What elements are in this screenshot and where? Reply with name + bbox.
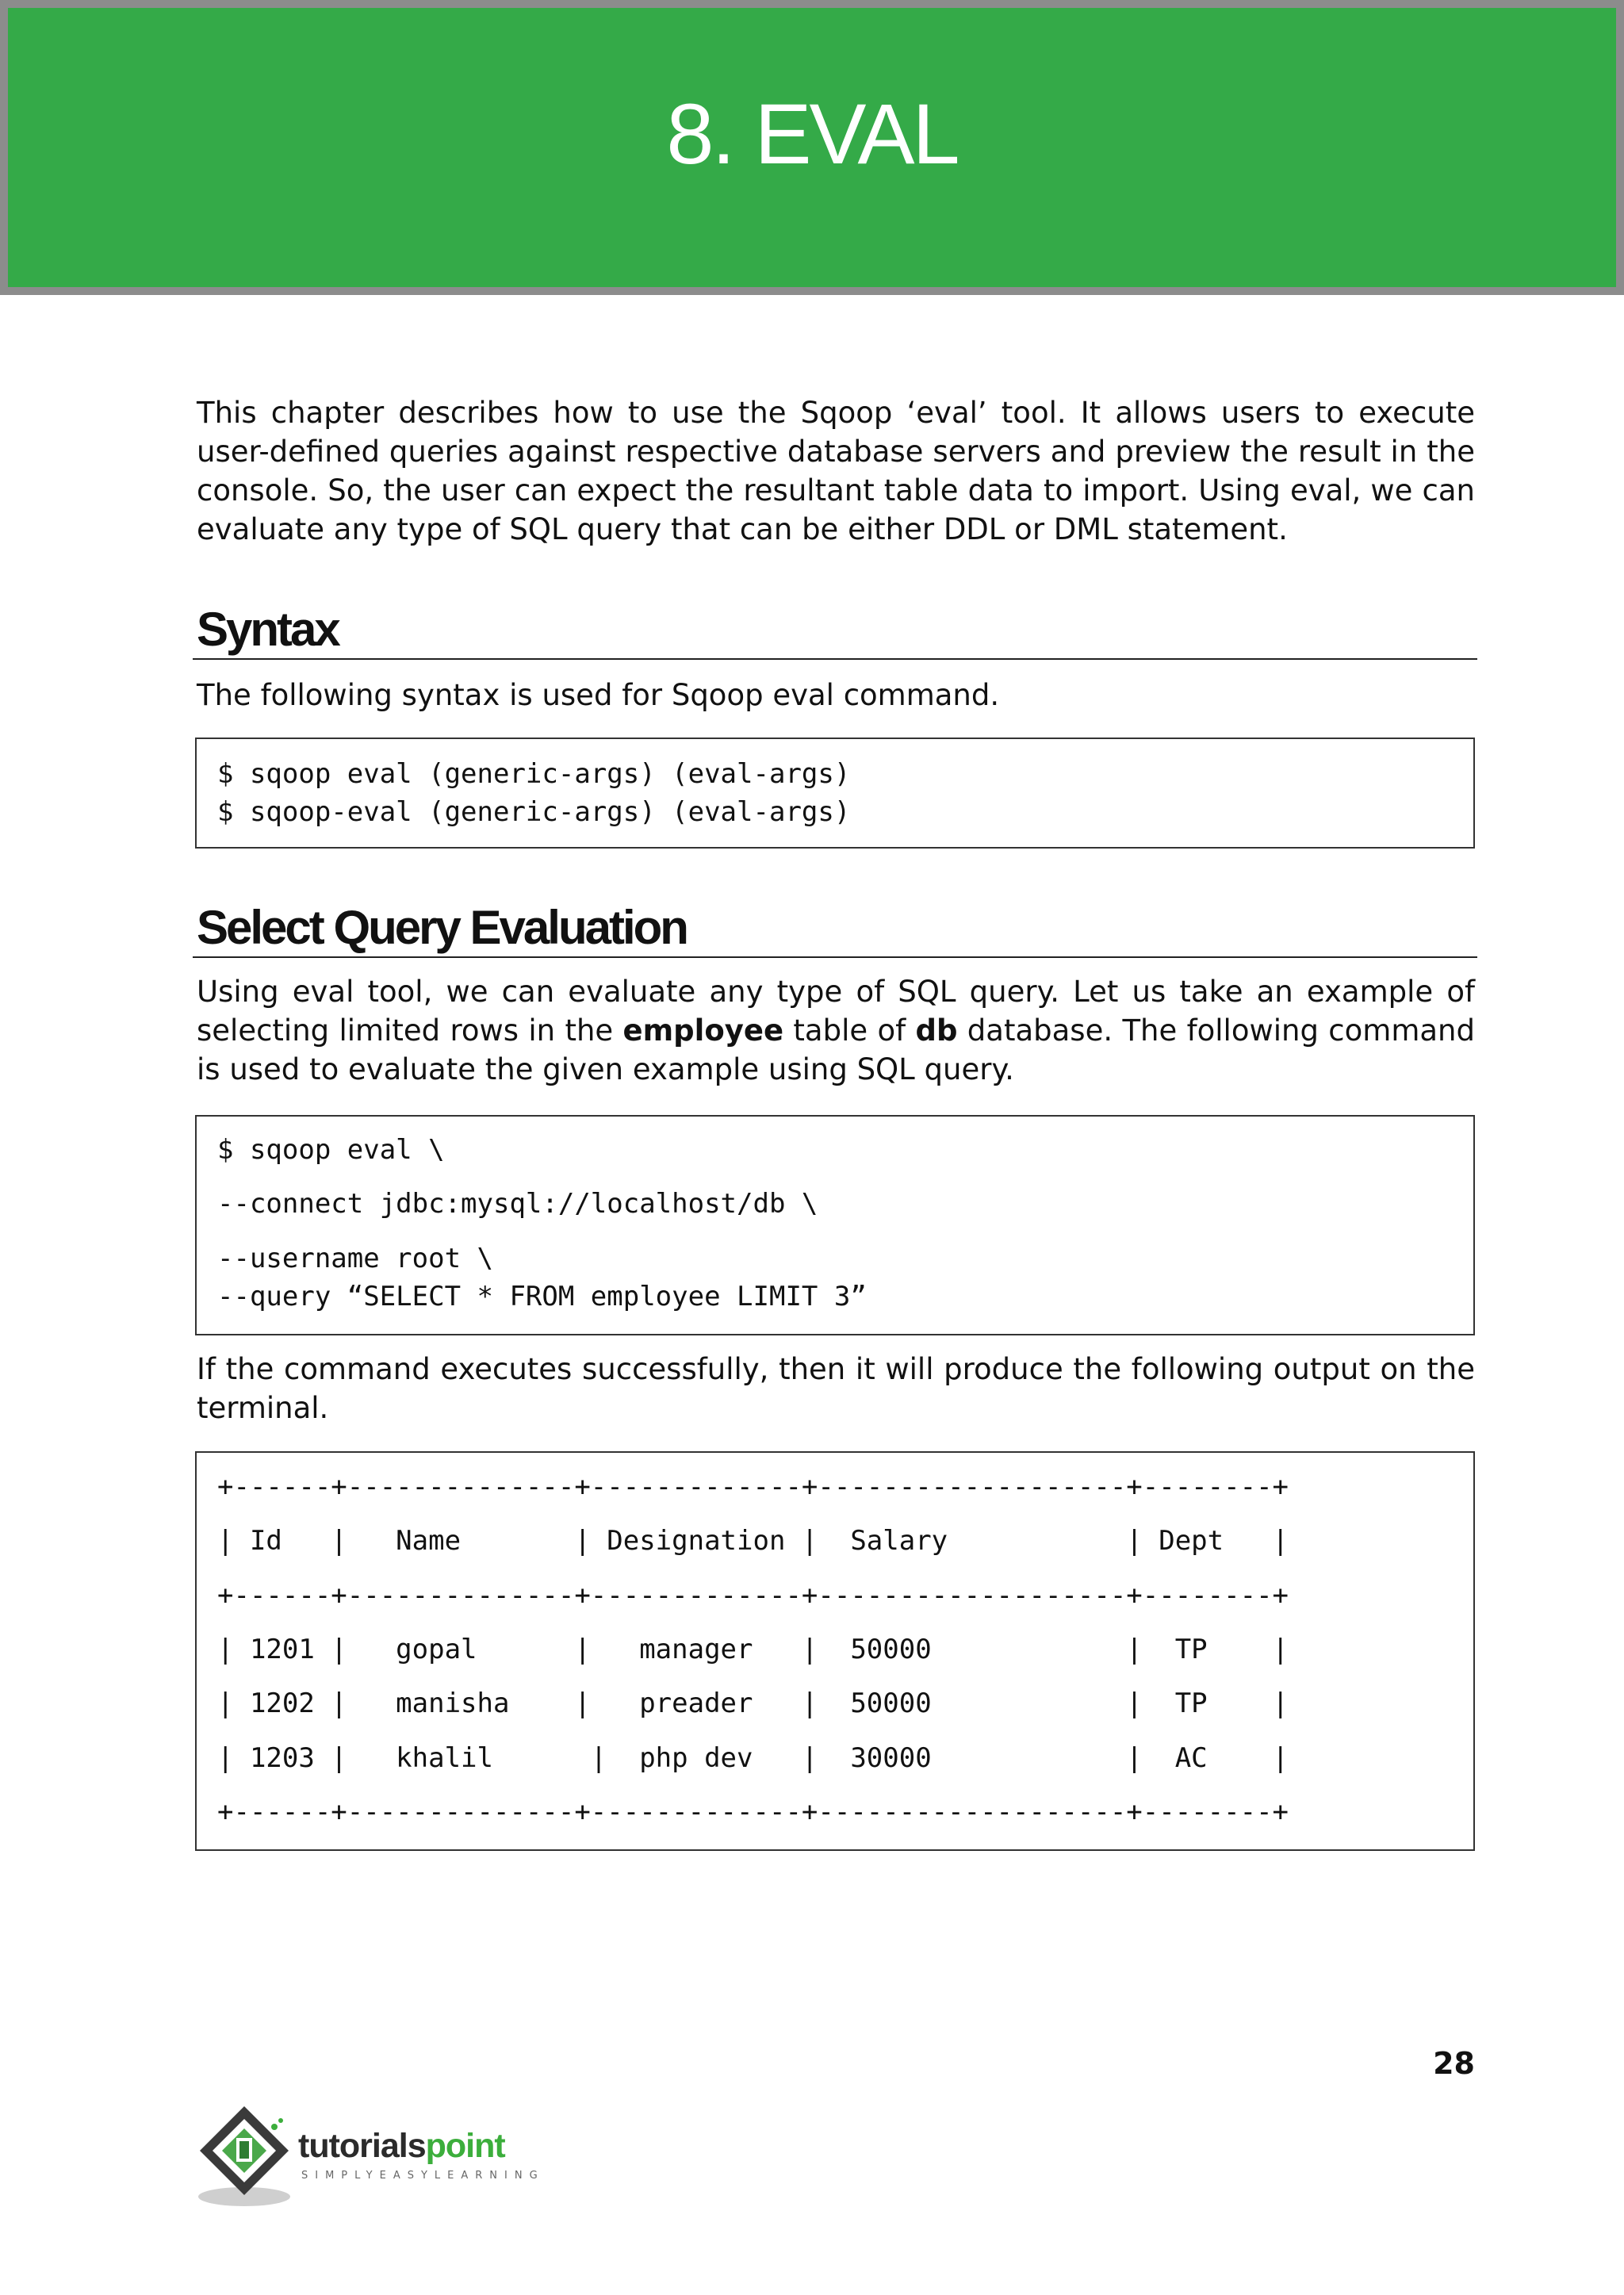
output-line: +------+--------------+-------------+-------------------+--------+: [217, 1471, 1289, 1503]
syntax-heading-rule: [193, 658, 1477, 660]
output-line: | 1203 | khalil | php dev | 30000 | AC |: [217, 1742, 1289, 1774]
select-query-paragraph: [197, 972, 1475, 1089]
syntax-code-block: [195, 738, 1475, 849]
output-line: | 1201 | gopal | manager | 50000 | TP |: [217, 1634, 1289, 1665]
logo-word-tutorials: tutorials: [298, 2127, 426, 2165]
paragraph-text: table of: [783, 1013, 916, 1048]
paragraph-text: Using eval tool, we can evaluate any type of SQL query. Let us take an example of selecting limited rows in the: [197, 975, 1475, 1048]
tutorialspoint-logo: [195, 2102, 576, 2213]
code-line: $ sqoop eval \: [217, 1134, 445, 1166]
db-database-name: db: [915, 1013, 958, 1048]
output-line: +------+--------------+-------------+-------------------+--------+: [217, 1796, 1289, 1828]
page-number: 28: [1433, 2046, 1475, 2081]
logo-emblem-icon: [195, 2102, 298, 2213]
syntax-heading: Syntax: [197, 603, 339, 656]
code-line: --query “SELECT * FROM employee LIMIT 3”: [217, 1281, 867, 1312]
intro-paragraph: This chapter describes how to use the Sqoop ‘eval’ tool. It allows users to execute user-defined queries against respective database servers and preview the result in the console. So, the user can expect the resultant table data to import. Using eval, we can evaluate any type of SQL query that can be either DDL or DML statement.: [197, 396, 1475, 546]
code-line: --username root \: [217, 1243, 493, 1274]
code-line: $ sqoop eval (generic-args) (eval-args): [217, 758, 851, 790]
logo-word-point: point: [425, 2127, 505, 2165]
chapter-title: 8. EVAL: [666, 86, 958, 182]
eval-command-code-block: [195, 1115, 1475, 1335]
output-line: | Id | Name | Designation | Salary | Dept |: [217, 1525, 1289, 1557]
code-line: $ sqoop-eval (generic-args) (eval-args): [217, 796, 851, 828]
chapter-banner: [0, 0, 1624, 295]
paragraph-text: database. The following command is used to evaluate the given example using SQL query.: [197, 1013, 1475, 1086]
logo-tagline: SIMPLYEASYLEARNING: [301, 2170, 545, 2182]
select-query-heading-rule: [193, 956, 1477, 958]
employee-table-name: employee: [622, 1013, 784, 1048]
select-query-heading: Select Query Evaluation: [197, 901, 687, 954]
output-line: | 1202 | manisha | preader | 50000 | TP |: [217, 1688, 1289, 1719]
terminal-output-block: [195, 1451, 1475, 1851]
syntax-paragraph: The following syntax is used for Sqoop eval command.: [197, 678, 1000, 712]
output-line: +------+--------------+-------------+-------------------+--------+: [217, 1580, 1289, 1611]
code-line: --connect jdbc:mysql://localhost/db \: [217, 1188, 818, 1220]
result-paragraph: If the command executes successfully, then it will produce the following output on the terminal.: [197, 1352, 1475, 1425]
logo-wordmark: [298, 2127, 505, 2166]
